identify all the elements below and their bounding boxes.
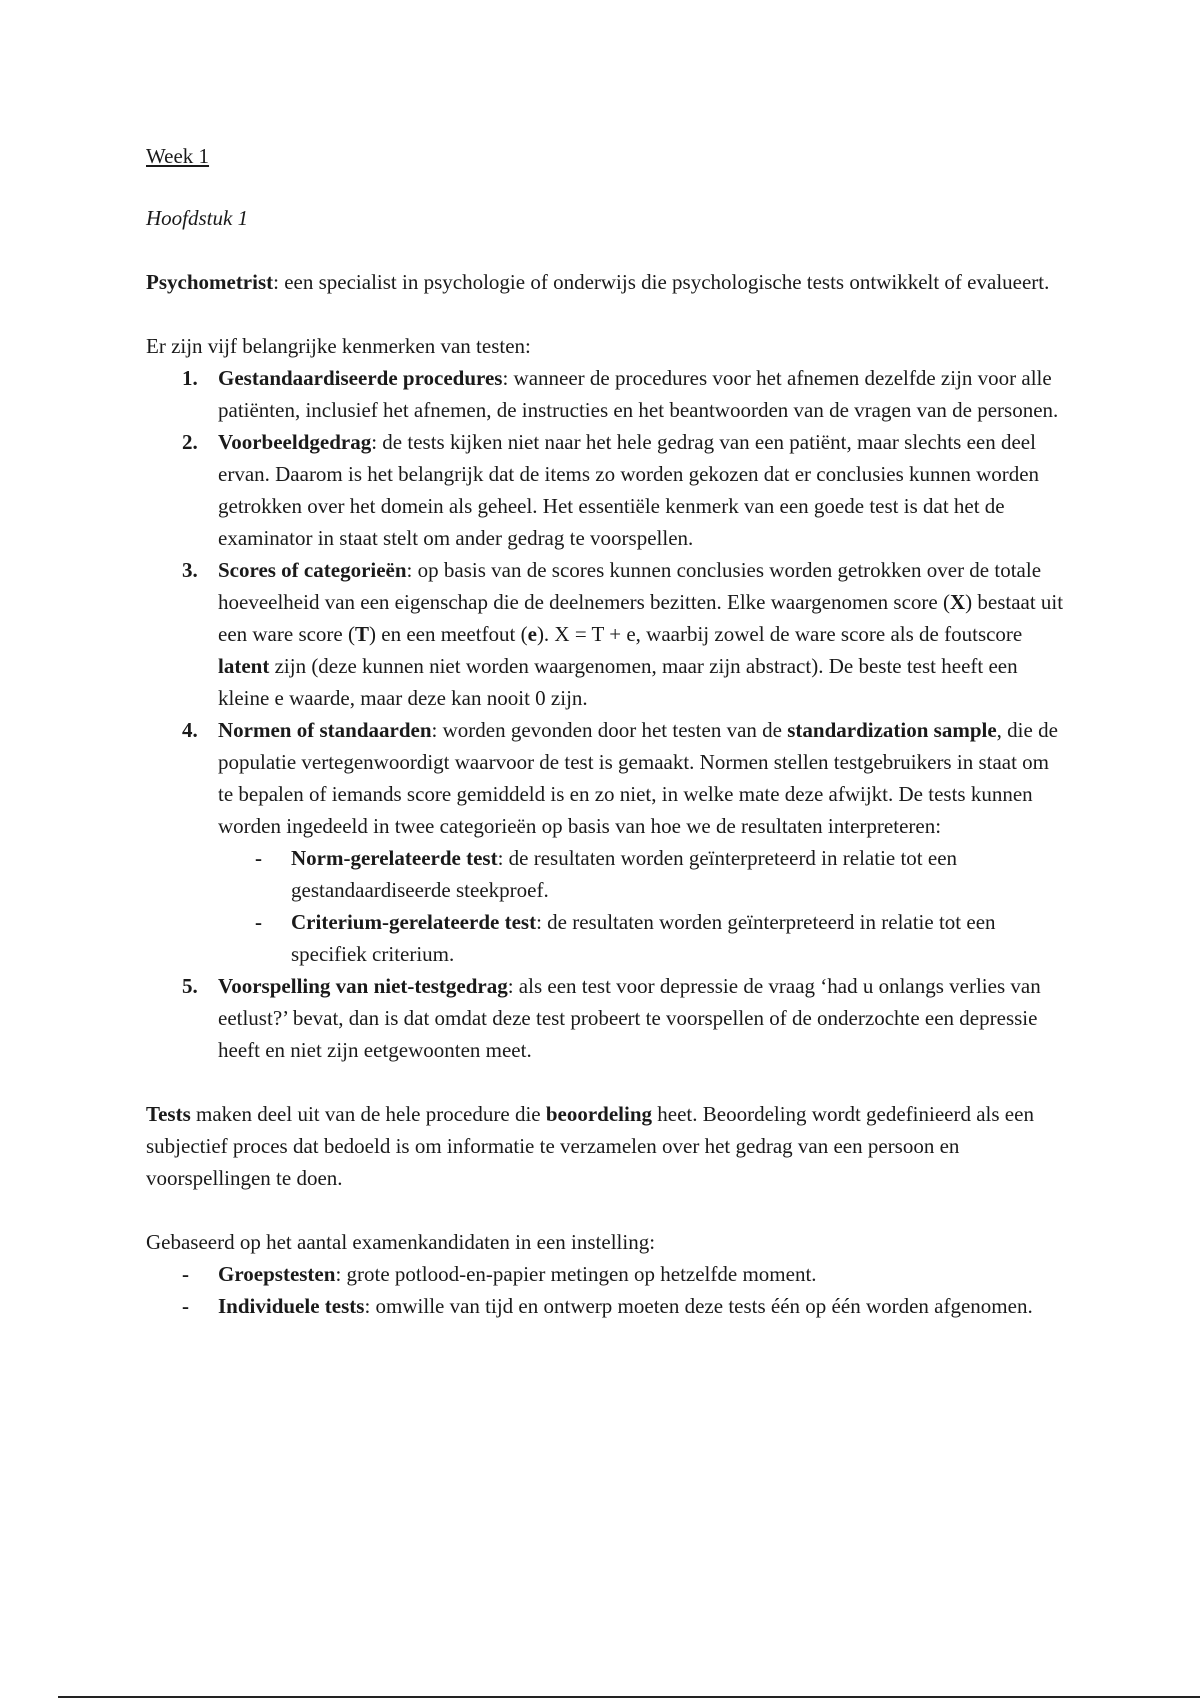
group-types-list (146, 1258, 1066, 1322)
definition-text: : een specialist in psychologie of onderwijs die psychologische tests ontwikkelt of evalueert. (273, 270, 1050, 294)
standardization-sample-term: standardization sample (787, 718, 997, 742)
document-page (146, 140, 1066, 1322)
item-term: Gestandaardiseerde procedures (218, 366, 503, 390)
characteristics-intro: Er zijn vijf belangrijke kenmerken van testen: (146, 334, 531, 358)
norm-type-item (218, 842, 1066, 906)
norm-type-term: Norm-gerelateerde test (291, 846, 498, 870)
norm-type-text: : de resultaten worden geïnterpreteerd in relatie tot een gestandaardiseerde steekproef. (291, 846, 958, 902)
item-text: : als een test voor depressie de vraag ‘had u onlangs verlies van eetlust?’ bevat, dan is dat omdat deze test probeert te voorspellen of de onderzochte een depressie heeft en niet zijn eetgewoonten meet. (218, 974, 1041, 1062)
group-type-term: Individuele tests (218, 1294, 365, 1318)
item-text: ) bestaat uit een ware score ( (218, 590, 1064, 646)
assessment-text: maken deel uit van de hele procedure die (190, 1102, 546, 1126)
norm-type-text: : de resultaten worden geïnterpreteerd in relatie tot een specifiek criterium. (291, 910, 996, 966)
characteristics-list (146, 362, 1066, 1066)
characteristic-item (146, 714, 1066, 970)
item-term: Normen of standaarden (218, 718, 432, 742)
tests-term: Tests (146, 1102, 191, 1126)
characteristic-item (146, 426, 1066, 554)
item-number: 1. (182, 366, 198, 390)
observed-score-symbol: X (949, 590, 966, 614)
characteristic-item (146, 554, 1066, 714)
error-symbol: e (527, 622, 537, 646)
item-text: : op basis van de scores kunnen conclusies worden getrokken over de totale hoeveelheid van een eigenschap die de deelnemers bezitten. Elke waargenomen score ( (218, 558, 1042, 614)
characteristic-item (146, 362, 1066, 426)
dash-bullet: - (255, 846, 262, 870)
group-type-text: : grote potlood-en-papier metingen op hetzelfde moment. (335, 1262, 817, 1286)
norm-type-item (218, 906, 1066, 970)
assessment-text: heet. Beoordeling wordt gedefinieerd als een subjectief proces dat bedoeld is om informatie te verzamelen over het gedrag van een persoon en voorspellingen te doen. (146, 1102, 1034, 1190)
item-text: : worden gevonden door het testen van de (431, 718, 788, 742)
dash-bullet: - (255, 910, 262, 934)
latent-term: latent (218, 654, 270, 678)
item-term: Voorspelling van niet-testgedrag (218, 974, 508, 998)
assessment-paragraph (146, 1098, 1066, 1194)
norm-types-list (218, 842, 1066, 970)
definition-term: Psychometrist (146, 270, 274, 294)
footer-divider (58, 1696, 1200, 1698)
groups-intro: Gebaseerd op het aantal examenkandidaten in een instelling: (146, 1230, 656, 1254)
group-type-text: : omwille van tijd en ontwerp moeten deze tests één op één worden afgenomen. (364, 1294, 1033, 1318)
week-heading: Week 1 (146, 144, 210, 168)
item-term: Scores of categorieën (218, 558, 407, 582)
norm-type-term: Criterium-gerelateerde test (291, 910, 537, 934)
dash-bullet: - (182, 1262, 189, 1286)
item-number: 3. (182, 558, 198, 582)
item-text: : wanneer de procedures voor het afnemen dezelfde zijn voor alle patiënten, inclusief het afnemen, de instructies en het beantwoorden van de vragen van de personen. (218, 366, 1059, 422)
dash-bullet: - (182, 1294, 189, 1318)
item-number: 4. (182, 718, 198, 742)
item-number: 2. (182, 430, 198, 454)
group-type-item (146, 1258, 1066, 1290)
item-text: , die de populatie vertegenwoordigt waarvoor de test is gemaakt. Normen stellen testgebruikers in staat om te bepalen of iemands score gemiddeld is en zo niet, in welke mate deze afwijkt. De tests kunnen worden ingedeeld in twee categorieën op basis van hoe we de resultaten interpreteren: (218, 718, 1058, 838)
assessment-term: beoordeling (545, 1102, 653, 1126)
item-text: zijn (deze kunnen niet worden waargenomen, maar zijn abstract). De beste test heeft een kleine e waarde, maar deze kan nooit 0 zijn. (218, 654, 1018, 710)
item-term: Voorbeeldgedrag (218, 430, 372, 454)
definition-paragraph (146, 266, 1066, 298)
true-score-symbol: T (355, 622, 370, 646)
item-text: ) en een meetfout ( (369, 622, 528, 646)
item-number: 5. (182, 974, 198, 998)
group-type-item (146, 1290, 1066, 1322)
item-text: : de tests kijken niet naar het hele gedrag van een patiënt, maar slechts een deel ervan. Daarom is het belangrijk dat de items zo worden gekozen dat er conclusies kunnen worden getrokken over het domein als geheel. Het essentiële kenmerk van een goede test is dat het de examinator in staat stelt om ander gedrag te voorspellen. (218, 430, 1040, 550)
chapter-heading: Hoofdstuk 1 (146, 206, 249, 230)
characteristic-item (146, 970, 1066, 1066)
group-type-term: Groepstesten (218, 1262, 336, 1286)
item-text: ). X = T + e, waarbij zowel de ware score als de foutscore (536, 622, 1023, 646)
